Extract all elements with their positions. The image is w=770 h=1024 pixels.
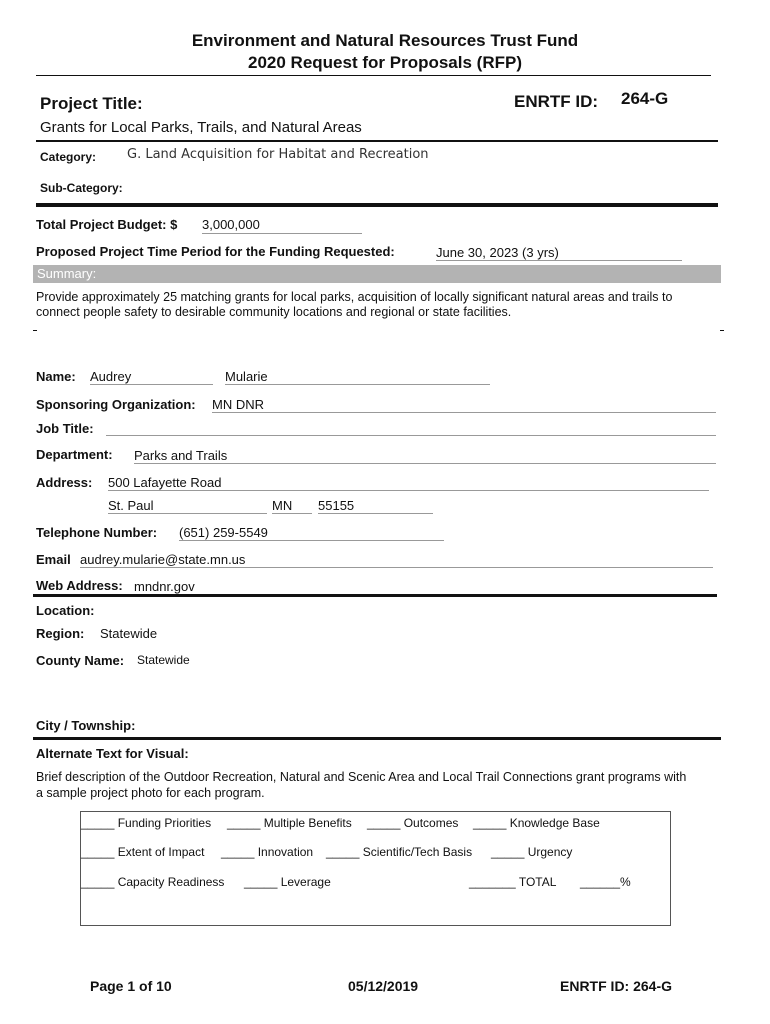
scoring-box xyxy=(80,811,671,926)
alt-text-label: Alternate Text for Visual: xyxy=(36,746,189,761)
org-field[interactable]: MN DNR xyxy=(212,397,716,413)
budget-label: Total Project Budget: $ xyxy=(36,217,178,232)
tick-right xyxy=(720,330,724,331)
category-value: G. Land Acquisition for Habitat and Recreation xyxy=(127,147,429,162)
time-period-value[interactable]: June 30, 2023 (3 yrs) xyxy=(436,245,682,261)
job-title-field[interactable] xyxy=(106,420,716,436)
email-field[interactable]: audrey.mularie@state.mn.us xyxy=(80,552,713,568)
address-label: Address: xyxy=(36,475,93,490)
summary-label: Summary: xyxy=(37,266,97,281)
budget-value[interactable]: 3,000,000 xyxy=(202,217,362,234)
location-divider xyxy=(33,737,721,740)
phone-label: Telephone Number: xyxy=(36,525,158,540)
time-period-label: Proposed Project Time Period for the Funding Requested: xyxy=(36,244,395,259)
region-value: Statewide xyxy=(100,626,158,641)
phone-field[interactable]: (651) 259-5549 xyxy=(179,525,444,541)
header-subtitle: 2020 Request for Proposals (RFP) xyxy=(248,53,522,72)
score-outcomes[interactable]: _____ Outcomes xyxy=(367,816,459,830)
score-scientific-tech-basis[interactable]: _____ Scientific/Tech Basis xyxy=(326,845,473,859)
score-multiple-benefits[interactable]: _____ Multiple Benefits xyxy=(227,816,352,830)
alt-text-value: Brief description of the Outdoor Recreation, Natural and Scenic Area and Local Trail Connections grant programs with a sample project photo for each program. xyxy=(36,770,687,800)
tick-left xyxy=(33,330,37,331)
department-field[interactable]: Parks and Trails xyxy=(134,448,716,464)
footer-id: ENRTF ID: 264-G xyxy=(560,978,673,994)
job-title-label: Job Title: xyxy=(36,421,94,436)
zip-field[interactable]: 55155 xyxy=(318,498,433,514)
city-field[interactable]: St. Paul xyxy=(108,498,267,514)
score-leverage[interactable]: _____ Leverage xyxy=(244,875,331,889)
county-label: County Name: xyxy=(36,653,125,668)
header-title: Environment and Natural Resources Trust Fund xyxy=(191,31,579,50)
score-funding-priorities[interactable]: _____ Funding Priorities xyxy=(81,816,212,830)
score-total[interactable]: _______ TOTAL xyxy=(469,875,557,889)
enrtf-id-label: ENRTF ID: xyxy=(514,92,599,111)
category-divider xyxy=(36,203,718,207)
category-label: Category: xyxy=(40,150,97,164)
contact-divider xyxy=(33,594,717,597)
city-township-label: City / Township: xyxy=(36,718,136,733)
score-innovation[interactable]: _____ Innovation xyxy=(221,845,314,859)
org-label: Sponsoring Organization: xyxy=(36,397,196,412)
score-percent[interactable]: ______% xyxy=(580,875,631,889)
subcategory-label: Sub-Category: xyxy=(40,181,123,195)
score-knowledge-base[interactable]: _____ Knowledge Base xyxy=(473,816,600,830)
score-capacity-readiness[interactable]: _____ Capacity Readiness xyxy=(81,875,225,889)
location-label: Location: xyxy=(36,603,95,618)
title-divider xyxy=(36,140,718,142)
summary-text: Provide approximately 25 matching grants for local parks, acquisition of locally significant natural areas and trails to connect people safety to desirable community locations and regional or state facilities. xyxy=(36,290,673,319)
score-extent-of-impact[interactable]: _____ Extent of Impact xyxy=(81,845,205,859)
score-urgency[interactable]: _____ Urgency xyxy=(491,845,573,859)
summary-bar xyxy=(33,265,721,283)
name-label: Name: xyxy=(36,369,76,384)
project-title-value: Grants for Local Parks, Trails, and Natural Areas xyxy=(40,119,362,136)
last-name-field[interactable]: Mularie xyxy=(225,369,490,385)
enrtf-id-value: 264-G xyxy=(621,89,669,108)
county-value: Statewide xyxy=(137,653,190,667)
web-label: Web Address: xyxy=(36,578,123,593)
region-label: Region: xyxy=(36,626,85,641)
street-field[interactable]: 500 Lafayette Road xyxy=(108,475,709,491)
header-divider xyxy=(36,75,711,76)
department-label: Department: xyxy=(36,447,113,462)
first-name-field[interactable]: Audrey xyxy=(90,369,213,385)
email-label: Email xyxy=(36,552,71,567)
state-field[interactable]: MN xyxy=(272,498,312,514)
footer-date: 05/12/2019 xyxy=(348,978,419,994)
web-field[interactable]: mndnr.gov xyxy=(134,579,710,595)
project-title-label: Project Title: xyxy=(40,94,143,113)
footer-page: Page 1 of 10 xyxy=(90,978,172,994)
